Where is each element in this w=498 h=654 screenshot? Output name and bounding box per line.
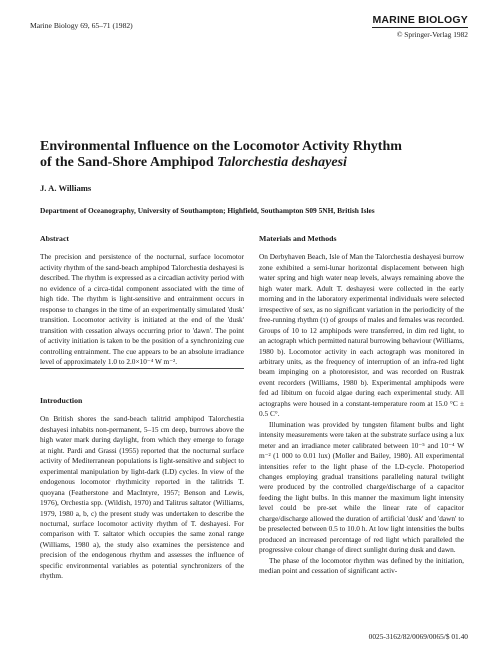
author-name: J. A. Williams [40,183,92,193]
methods-section [259,234,464,577]
methods-paragraph-3: The phase of the locomotor rhythm was defined by the initiation, median point and cessation of significant activ- [259,555,464,576]
section-divider [40,368,244,369]
title-line-2 [40,155,470,171]
methods-heading: Materials and Methods [259,234,337,243]
journal-name: MARINE BIOLOGY [372,14,468,26]
title-line-2-prefix: of the Sand-Shore Amphipod [40,154,218,170]
publisher-copyright: © Springer-Verlag 1982 [396,30,468,39]
journal-masthead [372,14,468,39]
title-species-name: Talorchestia deshayesi [217,154,347,170]
introduction-text: On British shores the sand-beach talitrid amphipod Talorchestia deshayesi inhabits non-permanent, 5–15 cm deep, burrows above the high water mark during daylight, from which they emerge to forage at night. Pardi and Grassi (1955) reported that the nocturnal surface activity of Mediterranean populations is light-sensitive and subject to experimental manipulation by light-dark (LD) cycles. In view of the endogenous locomotor rhythmicity reported in the talitrids T. quoyana (Featherstone and MacIntyre, 1957; Benson and Lewis, 1976), Orchestia spp. (Wildish, 1970) and Talitrus saltator (Williams, 1979, 1980 a, b, c) the present study was undertaken to describe the nocturnal, surface locomotor activity rhythm of T. deshayesi. For comparison with T. saltator which occupies the same zonal range (Williams, 1980 a), the study also examines the persistence and precision of the endogenous rhythm and assesses the influence of specific environmental variables as potential synchronizers of the rhythm. [40,414,244,581]
introduction-section [40,396,244,582]
abstract-text: The precision and persistence of the nocturnal, surface locomotor activity rhythm of the sand-beach amphipod Talorchestia deshayesi is described. The rhythm is expressed as a circadian activity period with no evidence of a circa-tidal component associated with the time of high tide. The rhythm is light-sensitive and entrainment occurs in response to changes in the time of an experimentally simulated 'dusk' transition. Locomotor activity is initiated at the end of the 'dusk' transition with cessation always occurring prior to 'dawn'. The point of activity initiation is taken to be the position of a synchronizing cue controlling entrainment. The cue appears to be an absolute irradiance level of approximately 1.0 to 2.0×10⁻⁴ W m⁻². [40,252,244,366]
introduction-heading: Introduction [40,396,83,405]
abstract-heading: Abstract [40,234,70,243]
journal-citation: Marine Biology 69, 65–71 (1982) [30,21,133,30]
abstract-section [40,234,244,367]
methods-paragraph-1: On Derbyhaven Beach, Isle of Man the Talorchestia deshayesi burrow zone exhibited a semi-lunar horizontal displacement between high water spring and high water neap levels, always remaining above the high water mark. Adult T. deshayesi were collected in the early morning and in the laboratory experimental individuals were selected irrespective of sex, as no significant variation in the periodicity of the free-running rhythm (τ) of groups of males and females was recorded. Groups of 10 to 12 amphipods were transferred, in dim red light, to an actograph which permitted natural burrowing behaviour (Williams, 1980 b). Locomotor activity in each actograph was monitored in arbitrary units, as the frequency of interruption of an infra-red light beam impinging on a photoresistor, and was recorded on Rustrak event recorders (Williams, 1980 b). Experimental amphipods were fed ad libitum on fucoid algae during each experimental study. All actographs were housed in a constant-temperature room at 15.0 °C ± 0.5 C°. [259,252,464,419]
methods-paragraph-2: Illumination was provided by tungsten filament bulbs and light intensity measurements were taken at the substrate surface using a lux meter and an irradiance meter calibrated between 10⁻⁵ and 10⁻⁴ W m⁻² (1 000 to 0.01 lux) (Moller and Bailey, 1980). All experimental intensities refer to the light phase of the LD-cycle. Photoperiod changes employing gradual transitions paralleling natural twilight were produced by the controlled charge/discharge of a capacitor feeding the light bulbs. In this manner the maximum light intensity level could be pre-set while the linear rate of capacitor charge/discharge allowed the duration of artificial 'dusk' and 'dawn' to be preselected between 0.5 to 10.0 h. At low light intensities the bulbs produced an increased percentage of red light which paralleled the progressive colour change of direct sunlight during dusk and dawn. [259,419,464,555]
article-code: 0025-3162/82/0069/0065/$ 01.40 [368,632,468,641]
title-line-1: Environmental Influence on the Locomotor Activity Rhythm [40,139,402,154]
article-title [40,139,470,170]
author-affiliation: Department of Oceanography, University of Southampton; Highfield, Southampton S09 5NH, British Isles [40,206,375,215]
